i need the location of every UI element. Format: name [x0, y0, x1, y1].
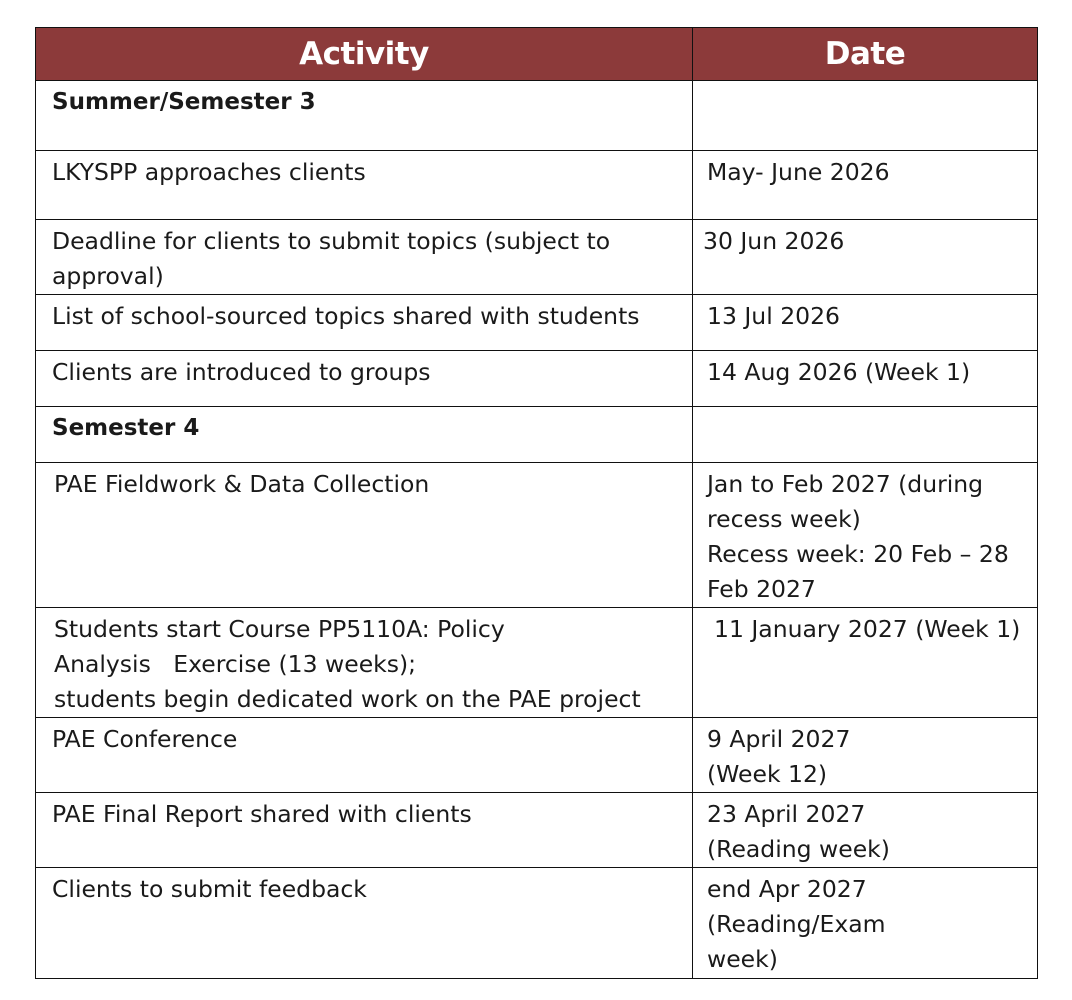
header-row	[36, 28, 1038, 81]
date-line: 9 April 2027	[707, 725, 851, 753]
activity-column-header: Activity	[36, 28, 693, 81]
table-row	[36, 718, 1038, 793]
activity-line: Students start Course PP5110A: Policy	[54, 615, 505, 643]
date-line: Feb 2027	[707, 575, 816, 603]
section-title: Semester 4	[36, 407, 693, 463]
table-row	[36, 351, 1038, 407]
activity-cell: Clients are introduced to groups	[36, 351, 693, 407]
table-row	[36, 151, 1038, 220]
date-column-header: Date	[693, 28, 1038, 81]
date-cell: May- June 2026	[693, 151, 1038, 220]
date-cell	[693, 81, 1038, 151]
date-line: Recess week: 20 Feb – 28	[707, 540, 1009, 568]
activity-cell	[36, 608, 693, 718]
date-cell: 30 Jun 2026	[693, 220, 1038, 295]
activity-text: Deadline for clients to submit topics (subject to approval)	[52, 227, 611, 290]
activity-cell: Clients to submit feedback	[36, 868, 693, 979]
table-row	[36, 868, 1038, 979]
activity-cell: PAE Conference	[36, 718, 693, 793]
activity-cell: LKYSPP approaches clients	[36, 151, 693, 220]
section-row-summer	[36, 81, 1038, 151]
date-line: (Reading/Exam	[707, 910, 886, 938]
date-cell: 14 Aug 2026 (Week 1)	[693, 351, 1038, 407]
date-line: recess week)	[707, 505, 861, 533]
date-cell	[693, 407, 1038, 463]
date-line: (Week 12)	[707, 760, 828, 788]
activity-cell	[36, 220, 693, 295]
activity-cell: List of school-sourced topics shared with students	[36, 295, 693, 351]
date-line: end Apr 2027	[707, 875, 867, 903]
activity-line: Analysis Exercise (13 weeks);	[54, 650, 417, 678]
date-line: week)	[707, 945, 778, 973]
table-row	[36, 793, 1038, 868]
date-cell	[693, 868, 1038, 979]
date-cell: 11 January 2027 (Week 1)	[693, 608, 1038, 718]
date-cell	[693, 793, 1038, 868]
table-row	[36, 220, 1038, 295]
table-row	[36, 463, 1038, 608]
date-line: 23 April 2027	[707, 800, 866, 828]
activity-line: students begin dedicated work on the PAE project	[54, 685, 641, 713]
date-cell	[693, 463, 1038, 608]
schedule-table	[35, 27, 1038, 979]
activity-cell: PAE Fieldwork & Data Collection	[36, 463, 693, 608]
date-cell: 13 Jul 2026	[693, 295, 1038, 351]
table-row	[36, 608, 1038, 718]
section-row-semester-4	[36, 407, 1038, 463]
section-title: Summer/Semester 3	[36, 81, 693, 151]
date-line: Jan to Feb 2027 (during	[707, 470, 984, 498]
table-row	[36, 295, 1038, 351]
date-line: (Reading week)	[707, 835, 890, 863]
date-cell	[693, 718, 1038, 793]
activity-cell: PAE Final Report shared with clients	[36, 793, 693, 868]
